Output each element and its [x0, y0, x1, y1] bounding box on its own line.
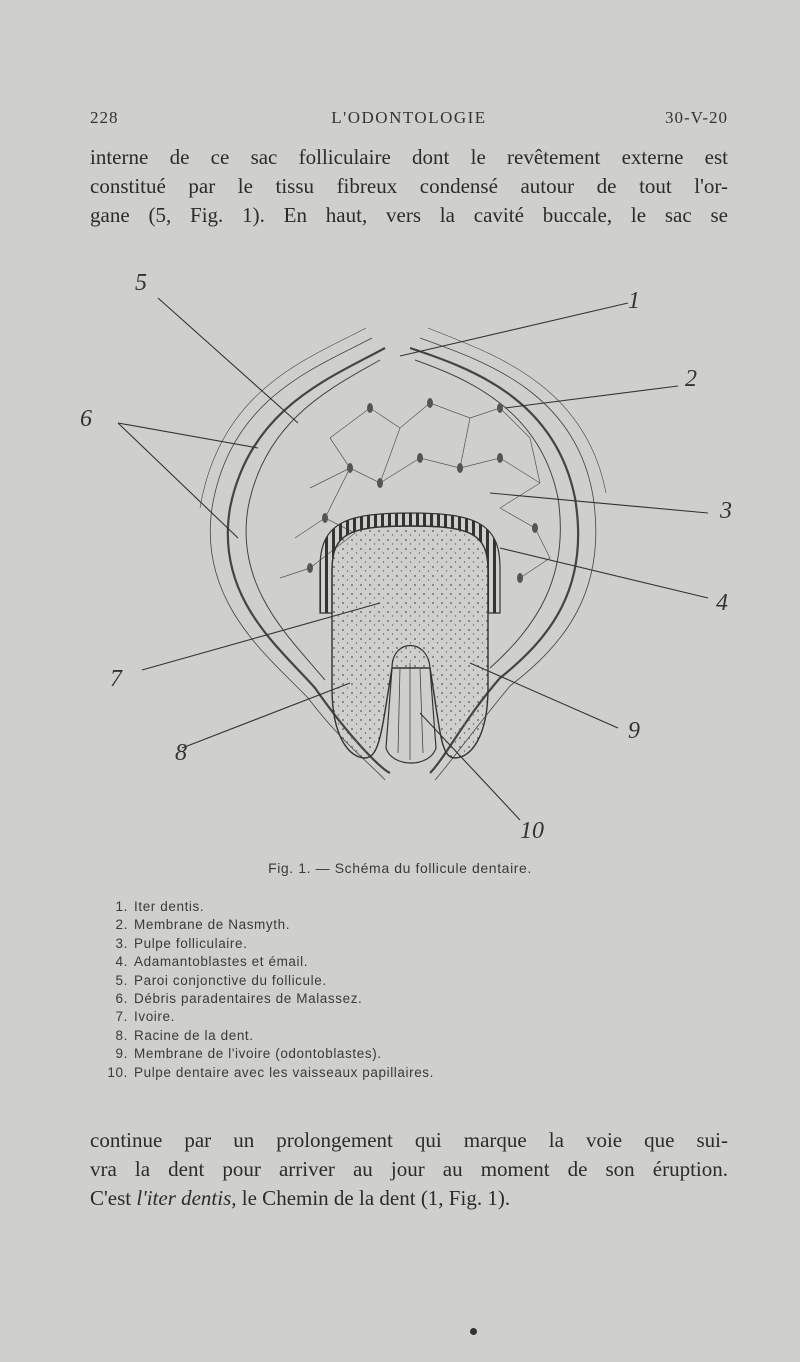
italic-term: l'iter dentis, [136, 1186, 237, 1210]
journal-title: L'ODONTOLOGIE [331, 108, 487, 127]
legend-item: 10. Pulpe dentaire avec les vaisseaux papillaires. [107, 1064, 435, 1080]
text-line: continue par un prolongement qui marque la voie que sui- [90, 1128, 728, 1152]
text-line: gane (5, Fig. 1). En haut, vers la cavité buccale, le sac se [90, 203, 728, 227]
figure-label-8: 8 [175, 740, 187, 766]
figure-caption: Fig. 1. — Schéma du follicule dentaire. [268, 860, 532, 876]
ink-dot [470, 1328, 477, 1335]
legend-item: 1. Iter dentis. [115, 899, 205, 914]
legend-item: 6. Débris paradentaires de Malassez. [115, 991, 363, 1007]
figure-legend [100, 898, 620, 1082]
page-number: 228 [90, 108, 119, 127]
figure-label-10: 10 [520, 818, 544, 838]
issue-date: 30-V-20 [664, 108, 728, 127]
legend-item: 4. Adamantoblastes et émail. [115, 954, 309, 970]
text-line: vra la dent pour arriver au jour au moment de son éruption. [90, 1157, 728, 1181]
papillary-vessels [398, 663, 423, 760]
paragraph-top [90, 143, 728, 230]
figure-label-6: 6 [80, 406, 92, 432]
figure-label-3: 3 [720, 498, 732, 524]
text-line: C'est l'iter dentis, le Chemin de la dent (1, Fig. 1). [90, 1186, 511, 1210]
legend-item: 9. Membrane de l'ivoire (odontoblastes). [115, 1046, 382, 1062]
legend-item: 2. Membrane de Nasmyth. [115, 917, 291, 933]
figure-label-7: 7 [110, 666, 122, 692]
text-line: constitué par le tissu fibreux condensé autour de tout l'or- [90, 174, 728, 198]
legend-item: 8. Racine de la dent. [115, 1027, 254, 1043]
figure-label-5: 5 [135, 270, 147, 296]
legend-item: 3. Pulpe folliculaire. [115, 935, 248, 951]
figure-label-2: 2 [685, 366, 697, 392]
figure-label-4: 4 [716, 590, 728, 616]
figure-label-9: 9 [628, 718, 640, 744]
text-line: interne de ce sac folliculaire dont le revêtement externe est [90, 145, 728, 169]
follicle-diagram [80, 268, 760, 838]
paragraph-bottom [90, 1126, 728, 1213]
figure-label-1: 1 [628, 288, 640, 314]
legend-item: 7. Ivoire. [115, 1009, 175, 1025]
legend-item: 5. Paroi conjonctive du follicule. [115, 972, 327, 988]
